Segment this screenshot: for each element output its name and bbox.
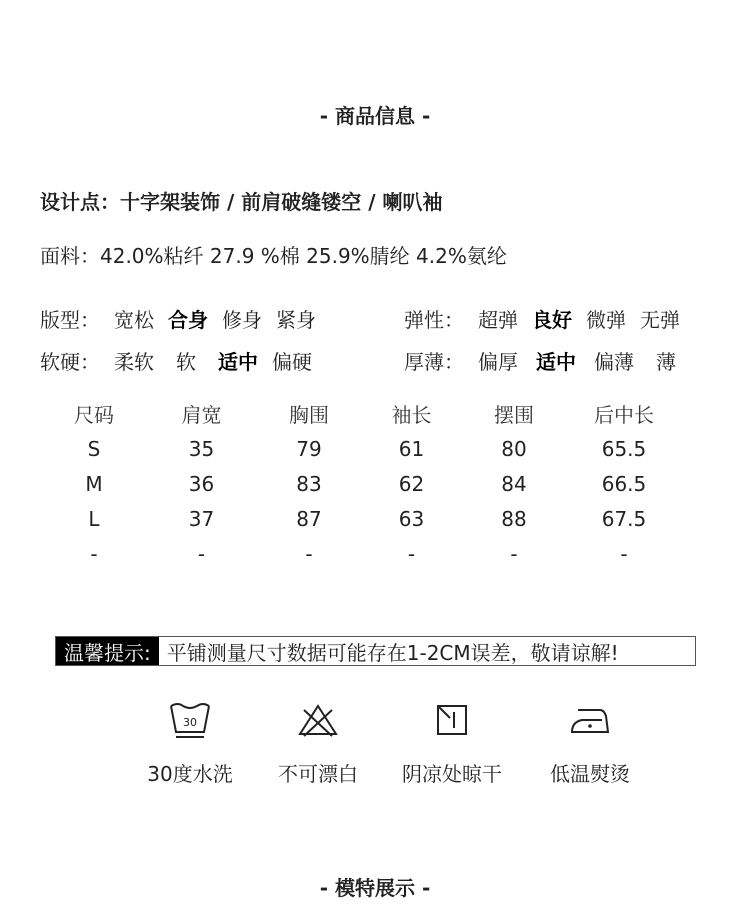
table-cell: 65.5 (601, 436, 647, 461)
care-wash (130, 700, 250, 787)
care-iron (530, 700, 650, 787)
care-label: 阴凉处晾干 (402, 762, 502, 786)
care-label: 低温熨烫 (550, 762, 630, 786)
header-hem: 摆围 (494, 403, 534, 427)
tip-text: 平铺测量尺寸数据可能存在1-2CM误差，敬请谅解! (166, 640, 619, 665)
header-size: 尺码 (74, 403, 114, 427)
care-label: 30度水洗 (147, 762, 233, 786)
table-cell: - (620, 541, 628, 566)
attr-option: 软 (176, 350, 196, 374)
wash-30-icon (168, 700, 212, 740)
header-chest: 胸围 (289, 403, 329, 427)
table-row (44, 431, 684, 466)
table-cell: 83 (296, 471, 322, 496)
table-cell: 87 (296, 506, 322, 531)
attr-label: 厚薄： (404, 350, 464, 374)
attr-fit (40, 304, 316, 333)
shade-dry-icon (430, 700, 474, 740)
attr-option-selected: 合身 (168, 308, 208, 332)
attr-thickness (404, 346, 676, 375)
table-cell: S (87, 436, 101, 461)
table-row (44, 536, 684, 571)
attr-option: 微弹 (586, 308, 626, 332)
footer-title: - 模特展示 - (319, 876, 431, 900)
care-no-bleach (258, 700, 378, 787)
table-cell: - (510, 541, 518, 566)
attr-option: 无弹 (640, 308, 680, 332)
care-label: 不可漂白 (278, 762, 358, 786)
header-shoulder: 肩宽 (181, 403, 222, 427)
table-row (44, 466, 684, 501)
warm-tip-banner (55, 636, 696, 666)
table-cell: 67.5 (601, 506, 647, 531)
table-cell: - (90, 541, 98, 566)
attr-softness (40, 346, 312, 375)
table-cell: 84 (501, 471, 527, 496)
table-cell: 79 (296, 436, 322, 461)
iron-low-icon (568, 700, 612, 740)
fabric-composition: 面料：42.0%粘纤 27.9 %棉 25.9%腈纶 4.2%氨纶 (40, 244, 507, 268)
table-cell: L (88, 506, 100, 531)
attr-label: 版型： (40, 308, 100, 332)
attr-option: 紧身 (276, 308, 316, 332)
attr-option: 偏厚 (478, 350, 518, 374)
table-cell: 37 (188, 506, 215, 531)
attr-option: 薄 (656, 350, 676, 374)
tip-label: 温馨提示: (56, 637, 159, 665)
wash-temperature: 30 (183, 716, 197, 729)
attr-option: 柔软 (114, 350, 154, 374)
table-cell: 61 (398, 436, 425, 461)
size-table (44, 396, 684, 571)
attr-option-selected: 适中 (218, 350, 258, 374)
attr-option-selected: 适中 (536, 350, 576, 374)
table-cell: 66.5 (601, 471, 647, 496)
header-length: 后中长 (594, 403, 654, 427)
table-cell: - (305, 541, 313, 566)
care-shade-dry (392, 700, 512, 787)
attr-option: 宽松 (114, 308, 154, 332)
attr-elasticity (404, 304, 680, 333)
attr-option-selected: 良好 (532, 308, 572, 332)
size-table-header (44, 396, 684, 431)
table-cell: 36 (188, 471, 215, 496)
attr-option: 偏硬 (272, 350, 312, 374)
table-cell: 80 (501, 436, 527, 461)
table-cell: 63 (398, 506, 425, 531)
attr-option: 修身 (222, 308, 262, 332)
attr-option: 偏薄 (594, 350, 634, 374)
attr-option: 超弹 (478, 308, 518, 332)
table-cell: M (85, 471, 103, 496)
attr-label: 软硬： (40, 350, 100, 374)
table-cell: - (197, 541, 206, 566)
attr-label: 弹性： (404, 308, 464, 332)
design-points: 设计点：十字架装饰 / 前肩破缝镂空 / 喇叭袖 (40, 190, 443, 214)
table-row (44, 501, 684, 536)
table-cell: - (407, 541, 416, 566)
no-bleach-icon (296, 700, 340, 740)
table-cell: 62 (398, 471, 425, 496)
table-cell: 88 (501, 506, 527, 531)
header-sleeve: 袖长 (391, 403, 432, 427)
section-title: - 商品信息 - (319, 104, 431, 128)
table-cell: 35 (188, 436, 215, 461)
